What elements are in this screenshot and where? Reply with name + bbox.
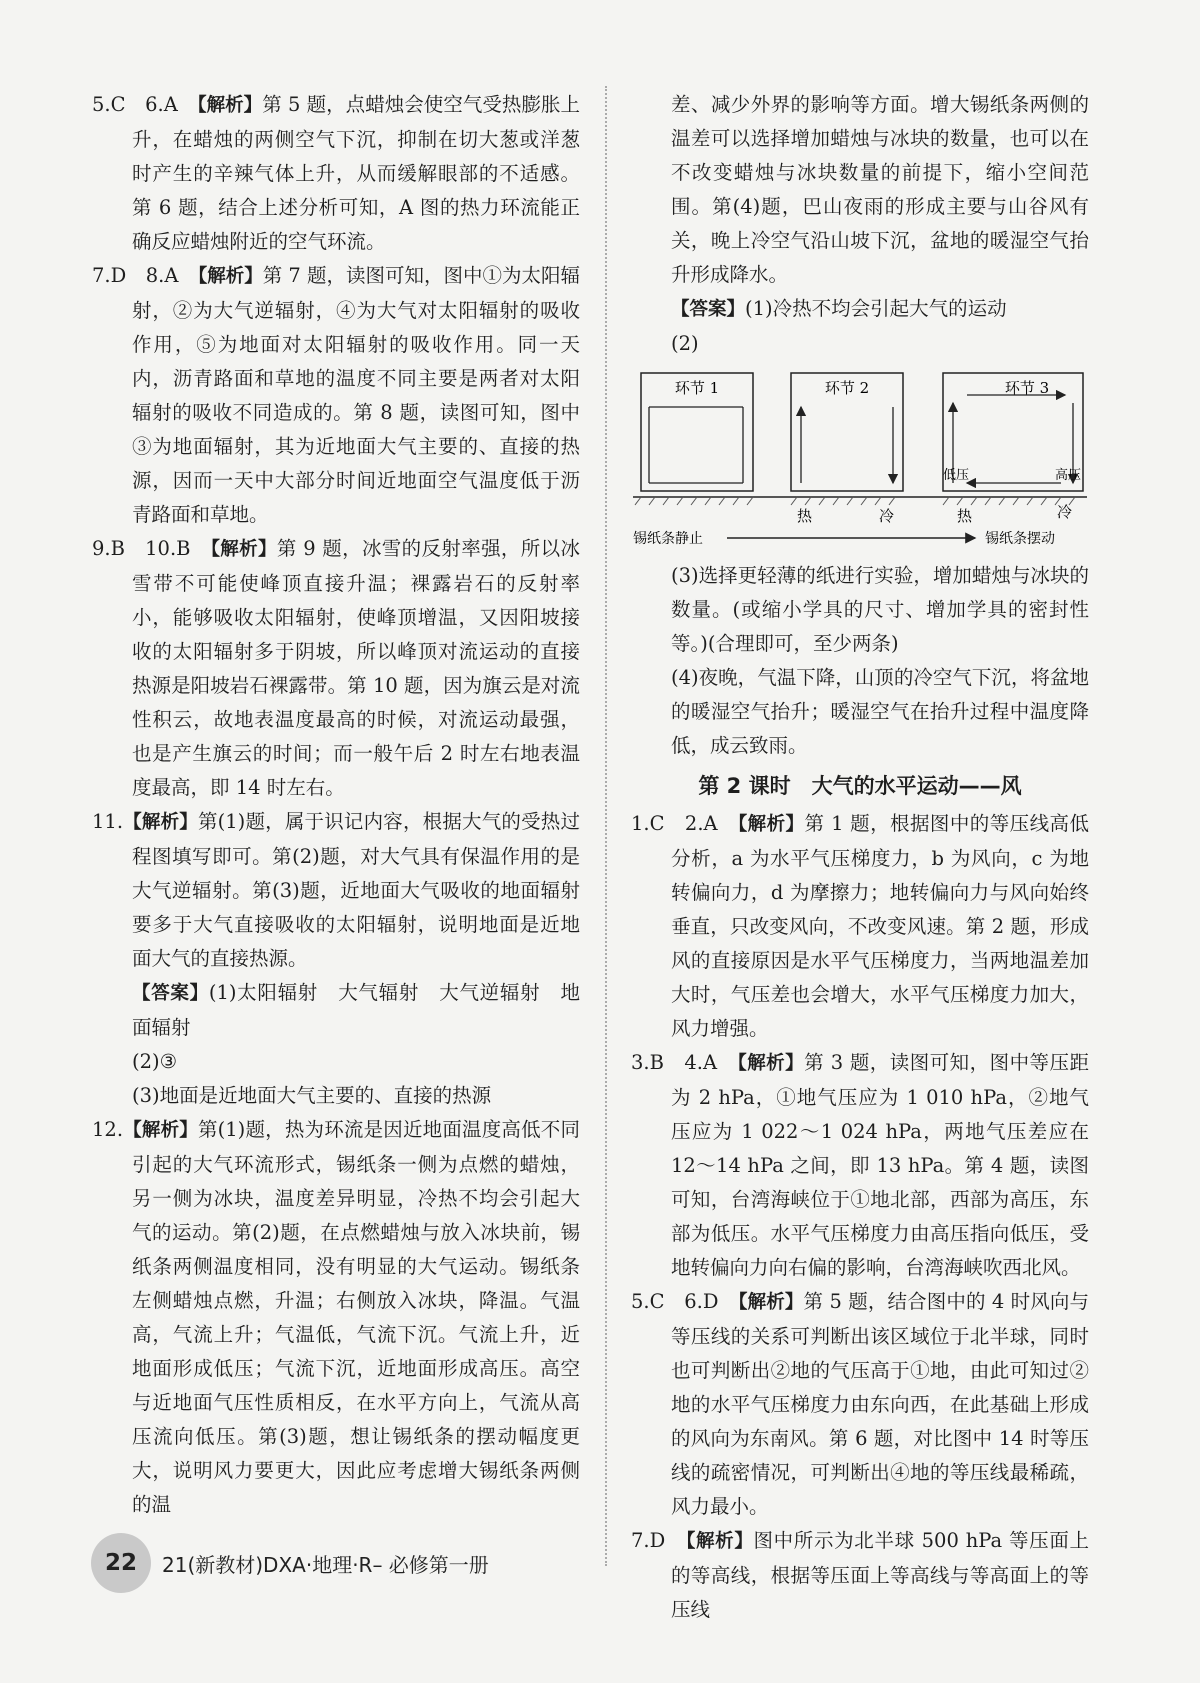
tinfoil-swing-label: 锡纸条摆动 [985, 531, 1055, 547]
item-text: 第(1)题，热为环流是因近地面温度高低不同引起的大气环流形式，锡纸条一侧为点燃的蜡烛，另一侧为冰块，温度差异明显，冷热不均会引起大气的运动。第(2)题，在点燃蜡烛与放入冰块前，锡纸条两侧温度相同，没有明显的大气运动。锡纸条左侧蜡烛点燃，升温；右侧放入冰块，降温。气温高，气流上升；气温低，气流下沉。气流上升，近地面形成低压；气流下沉，近地面形成高压。高空与近地面气压性质相反，在水平方向上，气流从高压流向低压。第(3)题，想让锡纸条的摆动幅度更大，说明风力要更大，因此应考虑增大锡纸条两侧的温 [132, 1118, 580, 1516]
item-tag: 【解析】 [737, 1053, 805, 1074]
item-text: 第 5 题，结合图中的 4 时风向与等压线的关系可判断出该区域位于北半球，同时也可判断出②地的气压高于①地，由此可知过②地的水平气压梯度力由东向西，在此基础上形成的风向为东南风。第 6 题，对比图中 14 时等压线的疏密情况，可判断出④地的等压线最稀疏，风力最小。 [671, 1290, 1089, 1518]
item-text: 第 3 题，读图可知，图中等压距为 2 hPa，①地气压应为 1 010 hPa，②地气压应为 1 022～1 024 hPa，两地气压差应在 12～14 hPa 之间，即 13 hPa。第 4 题，读图可知，台湾海峡位于①地北部，西部为高压，东部为低压。水平气压梯度力由高压指向低压，受地转偏向力向右偏的影响，台湾海峡吹西北风。 [671, 1051, 1089, 1279]
answer-item [92, 88, 580, 259]
item-number: 11. [92, 810, 124, 833]
item-text: 图中所示为北半球 500 hPa 等压面上的等高线，根据等压面上等高线与等高面上的等压线 [671, 1529, 1089, 1621]
answer-item [631, 1524, 1089, 1627]
item-number: 5.C 6.A [92, 93, 198, 116]
right-column [631, 88, 1089, 1627]
box-stage-1 [641, 373, 753, 491]
item-text: (4)夜晚，气温下降，山顶的冷空气下沉，将盆地的暖湿空气抬升；暖湿空气在抬升过程中温度降低，成云致雨。 [671, 666, 1089, 757]
answer-item [92, 976, 580, 1045]
item-number: 5.C 6.D [631, 1290, 739, 1313]
answer-item [631, 661, 1089, 763]
answer-item [631, 807, 1089, 1046]
low-pressure-label: 低压 [943, 468, 970, 483]
item-text: (3)地面是近地面大气主要的、直接的热源 [132, 1084, 492, 1107]
item-number: 1.C 2.A [631, 812, 738, 835]
item-number: 3.B 4.A [631, 1051, 738, 1074]
box-stage-3 [943, 373, 1083, 491]
item-tag: 【解析】 [738, 1292, 804, 1313]
item-number: 7.D [631, 1529, 687, 1552]
thermal-circulation-diagram [631, 365, 1089, 553]
answer-item [631, 1046, 1089, 1285]
answer-item [92, 1045, 580, 1079]
box3-label: 环节 3 [1004, 379, 1050, 397]
diagram-svg [631, 365, 1089, 553]
box2-label: 环节 2 [824, 379, 870, 397]
item-text: 差、减少外界的影响等方面。增大锡纸条两侧的温差可以选择增加蜡烛与冰块的数量，也可以在不改变蜡烛与冰块数量的前提下，缩小空间范围。第(4)题，巴山夜雨的形成主要与山谷风有关，晚上冷空气沿山坡下沉，盆地的暖湿空气抬升形成降水。 [671, 93, 1089, 286]
hot-label-1: 热 [797, 507, 813, 525]
item-tag: 【解析】 [686, 1531, 754, 1552]
answer-item [631, 559, 1089, 661]
item-number: 12. [92, 1118, 124, 1141]
item-tag: 【解析】 [737, 814, 805, 835]
page-number: 22 [91, 1533, 151, 1593]
item-text: 第 7 题，读图可知，图中①为太阳辐射，②为大气逆辐射，④为大气对太阳辐射的吸收作用，⑤为地面对太阳辐射的吸收作用。同一天内，沥青路面和草地的温度不同主要是两者对太阳辐射的吸收不同造成的。第 8 题，读图可知，图中③为地面辐射，其为近地面大气主要的、直接的热源，因而一天中大部分时间近地面空气温度低于沥青路面和草地。 [132, 264, 581, 526]
answer-item [92, 805, 580, 976]
item-number: 9.B 10.B [92, 537, 211, 560]
book-info: 21(新教材)DXA·地理·R– 必修第一册 [162, 1553, 489, 1577]
item-tag: 【解析】 [123, 812, 198, 833]
answer-item [92, 1113, 580, 1522]
item-text: 第 1 题，根据图中的等压线高低分析，a 为水平气压梯度力，b 为风向，c 为地转偏向力，d 为摩擦力；地转偏向力与风向始终垂直，只改变风向，不改变风速。第 2 题，形成风的直接原因是水平气压梯度力，当两地温差加大时，气压差也会增大，水平气压梯度力加大，风力增强。 [671, 812, 1089, 1040]
high-pressure-label: 高压 [1055, 468, 1082, 483]
item-tag: 【答案】 [671, 299, 746, 320]
answer-item [631, 88, 1089, 292]
item-text: 第 5 题，点蜡烛会使空气受热膨胀上升，在蜡烛的两侧空气下沉，抑制在切大葱或洋葱时产生的辛辣气体上升，从而缓解眼部的不适感。第 6 题，结合上述分析可知，A 图的热力环流能正确反应蜡烛附近的空气环流。 [132, 93, 580, 253]
item-text: (2)③ [132, 1050, 178, 1073]
item-tag: 【解析】 [197, 266, 263, 287]
item-tag: 【答案】 [132, 983, 209, 1004]
cold-label-2: 冷 [1057, 503, 1073, 521]
section-title: 第 2 课时 大气的水平运动——风 [698, 774, 1022, 798]
item-text: 第 9 题，冰雪的反射率强，所以冰雪带不可能使峰顶直接升温；裸露岩石的反射率小，能够吸收太阳辐射，使峰顶增温，又因阳坡接收的太阳辐射多于阴坡，所以峰顶对流运动的直接热源是阳坡岩石裸露带。第 10 题，因为旗云是对流性积云，故地表温度最高的时候，对流运动最强，也是产生旗云的时间；而一般午后 2 时左右地表温度最高，即 14 时左右。 [132, 537, 580, 799]
box-stage-2 [791, 373, 903, 491]
box1-label: 环节 1 [674, 379, 720, 397]
answer-item [92, 1079, 580, 1113]
answer-item [92, 259, 580, 532]
item-text: (1)太阳辐射 大气辐射 大气逆辐射 地面辐射 [132, 981, 580, 1039]
tinfoil-still-label: 锡纸条静止 [633, 531, 703, 547]
item-text: (2) [671, 332, 699, 355]
item-text: (3)选择更轻薄的纸进行实验，增加蜡烛与冰块的数量。(或缩小学具的尺寸、增加学具的密封性等。)(合理即可，至少两条) [671, 564, 1089, 655]
answer-item [631, 327, 1089, 361]
item-number: 7.D 8.A [92, 264, 198, 287]
answer-item [631, 292, 1089, 327]
column-divider [605, 86, 607, 1566]
left-column [92, 88, 580, 1522]
answer-item [631, 1285, 1089, 1524]
answer-item [92, 532, 580, 805]
hot-label-2: 热 [957, 507, 973, 525]
item-tag: 【解析】 [210, 539, 277, 560]
item-tag: 【解析】 [123, 1120, 198, 1141]
item-tag: 【解析】 [197, 95, 263, 116]
item-text: 第(1)题，属于识记内容，根据大气的受热过程图填写即可。第(2)题，对大气具有保温作用的是大气逆辐射。第(3)题，近地面大气吸收的地面辐射要多于大气直接吸收的太阳辐射，说明地面是近地面大气的直接热源。 [132, 810, 580, 970]
item-text: (1)冷热不均会引起大气的运动 [745, 297, 1007, 320]
cold-label-1: 冷 [879, 507, 895, 525]
